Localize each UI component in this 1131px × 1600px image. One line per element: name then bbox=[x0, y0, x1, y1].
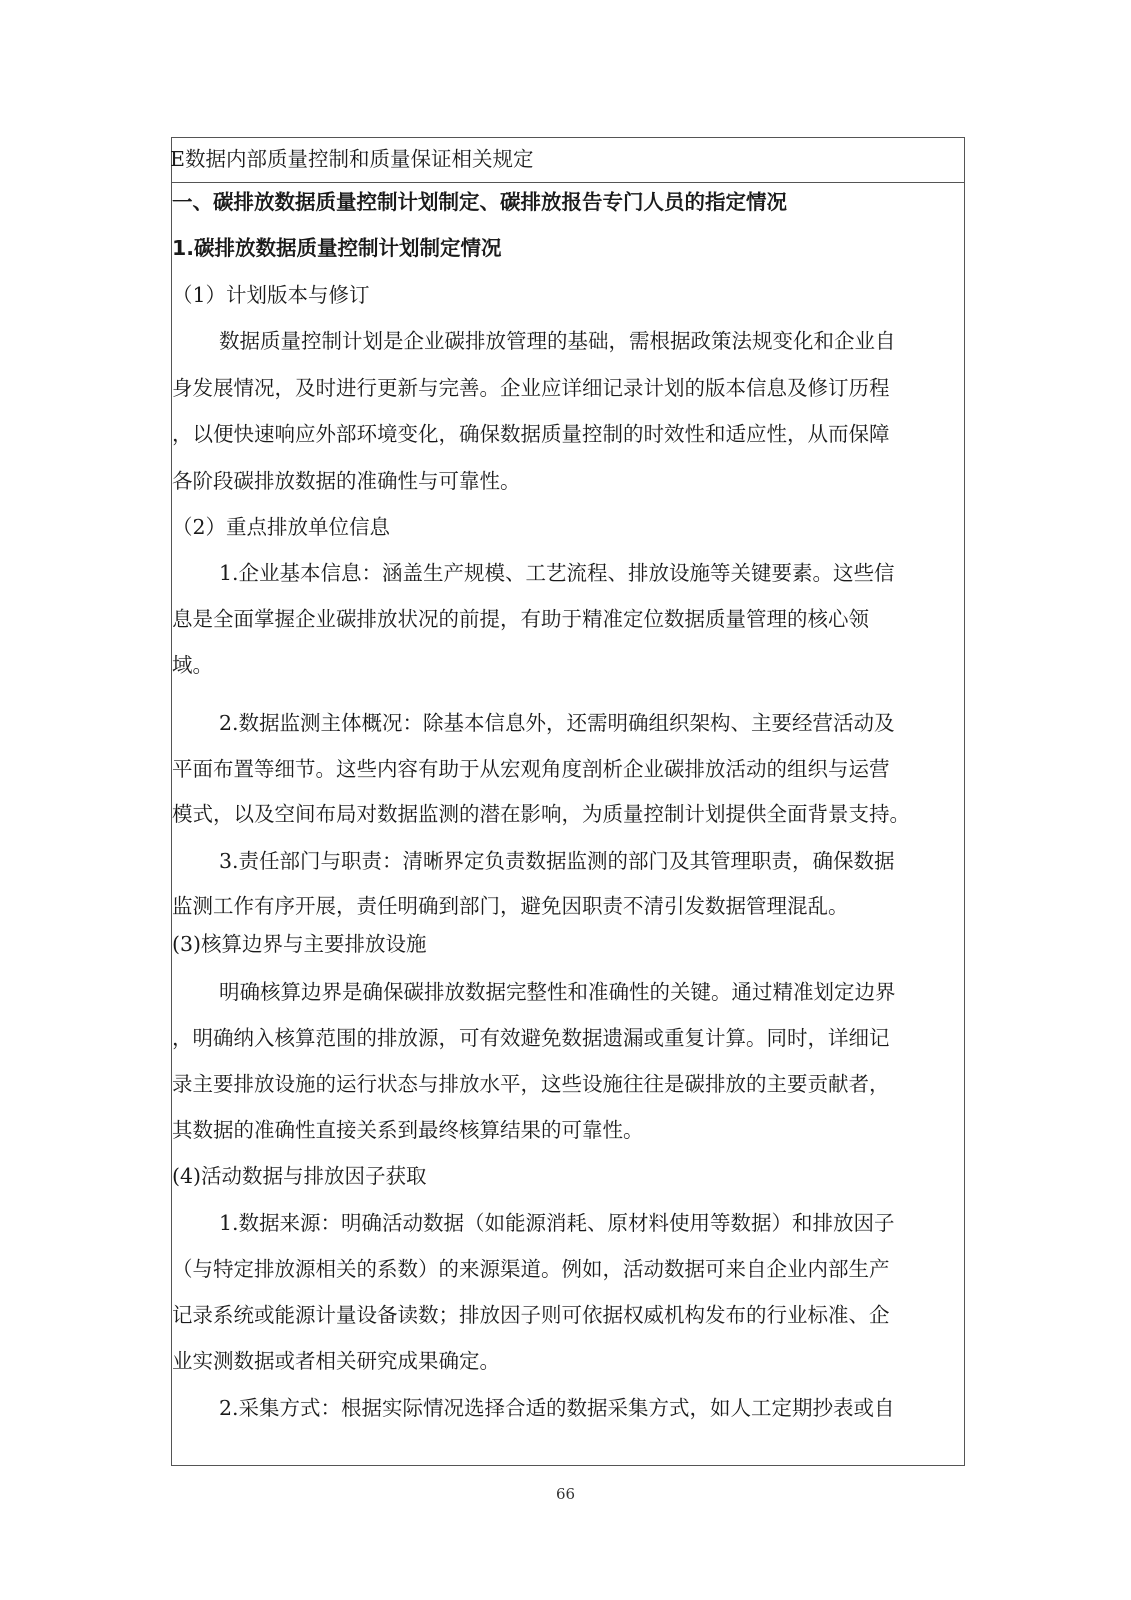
section-header-row bbox=[172, 138, 964, 183]
subheading-unit-info: （2）重点排放单位信息 bbox=[172, 515, 391, 539]
paragraph-line: 息是全面掌握企业碳排放状况的前提，有助于精准定位数据质量管理的核心领 bbox=[172, 607, 869, 631]
paragraph-line: 1.数据来源：明确活动数据（如能源消耗、原材料使用等数据）和排放因子 bbox=[219, 1211, 895, 1235]
paragraph-line: 平面布置等细节。这些内容有助于从宏观角度剖析企业碳排放活动的组织与运营 bbox=[172, 757, 890, 781]
paragraph-line: 2.采集方式：根据实际情况选择合适的数据采集方式，如人工定期抄表或自 bbox=[219, 1396, 895, 1420]
paragraph-line: ，以便快速响应外部环境变化，确保数据质量控制的时效性和适应性，从而保障 bbox=[172, 422, 890, 446]
paragraph-line: 1.企业基本信息：涵盖生产规模、工艺流程、排放设施等关键要素。这些信 bbox=[219, 561, 895, 585]
paragraph-line: 记录系统或能源计量设备读数；排放因子则可依据权威机构发布的行业标准、企 bbox=[172, 1303, 890, 1327]
paragraph-line: 数据质量控制计划是企业碳排放管理的基础，需根据政策法规变化和企业自 bbox=[219, 329, 896, 353]
paragraph-line: 2.数据监测主体概况：除基本信息外，还需明确组织架构、主要经营活动及 bbox=[219, 711, 895, 735]
paragraph-line: 域。 bbox=[172, 653, 213, 677]
paragraph-line: 身发展情况，及时进行更新与完善。企业应详细记录计划的版本信息及修订历程 bbox=[172, 376, 890, 400]
document-frame bbox=[171, 137, 965, 1466]
paragraph-line: 各阶段碳排放数据的准确性与可靠性。 bbox=[172, 469, 521, 493]
section-header: E数据内部质量控制和质量保证相关规定 bbox=[170, 147, 534, 171]
heading-1-1: 1.碳排放数据质量控制计划制定情况 bbox=[172, 236, 502, 260]
paragraph-line: ，明确纳入核算范围的排放源，可有效避免数据遗漏或重复计算。同时，详细记 bbox=[172, 1026, 890, 1050]
heading-1: 一、碳排放数据质量控制计划制定、碳排放报告专门人员的指定情况 bbox=[172, 190, 787, 214]
subheading-plan-version: （1）计划版本与修订 bbox=[172, 283, 370, 307]
paragraph-line: 模式，以及空间布局对数据监测的潜在影响，为质量控制计划提供全面背景支持。 bbox=[172, 802, 910, 826]
paragraph-line: 监测工作有序开展，责任明确到部门，避免因职责不清引发数据管理混乱。 bbox=[172, 894, 849, 918]
paragraph-line: 业实测数据或者相关研究成果确定。 bbox=[172, 1349, 500, 1373]
subheading-activity-data: (4)活动数据与排放因子获取 bbox=[172, 1164, 427, 1188]
paragraph-line: 明确核算边界是确保碳排放数据完整性和准确性的关键。通过精准划定边界 bbox=[219, 980, 896, 1004]
paragraph-line: 其数据的准确性直接关系到最终核算结果的可靠性。 bbox=[172, 1118, 644, 1142]
subheading-boundary: (3)核算边界与主要排放设施 bbox=[172, 932, 427, 956]
paragraph-line: 录主要排放设施的运行状态与排放水平，这些设施往往是碳排放的主要贡献者， bbox=[172, 1072, 890, 1096]
page-number: 66 bbox=[555, 1485, 576, 1503]
paragraph-line: （与特定排放源相关的系数）的来源渠道。例如，活动数据可来自企业内部生产 bbox=[172, 1257, 890, 1281]
paragraph-line: 3.责任部门与职责：清晰界定负责数据监测的部门及其管理职责，确保数据 bbox=[219, 849, 895, 873]
